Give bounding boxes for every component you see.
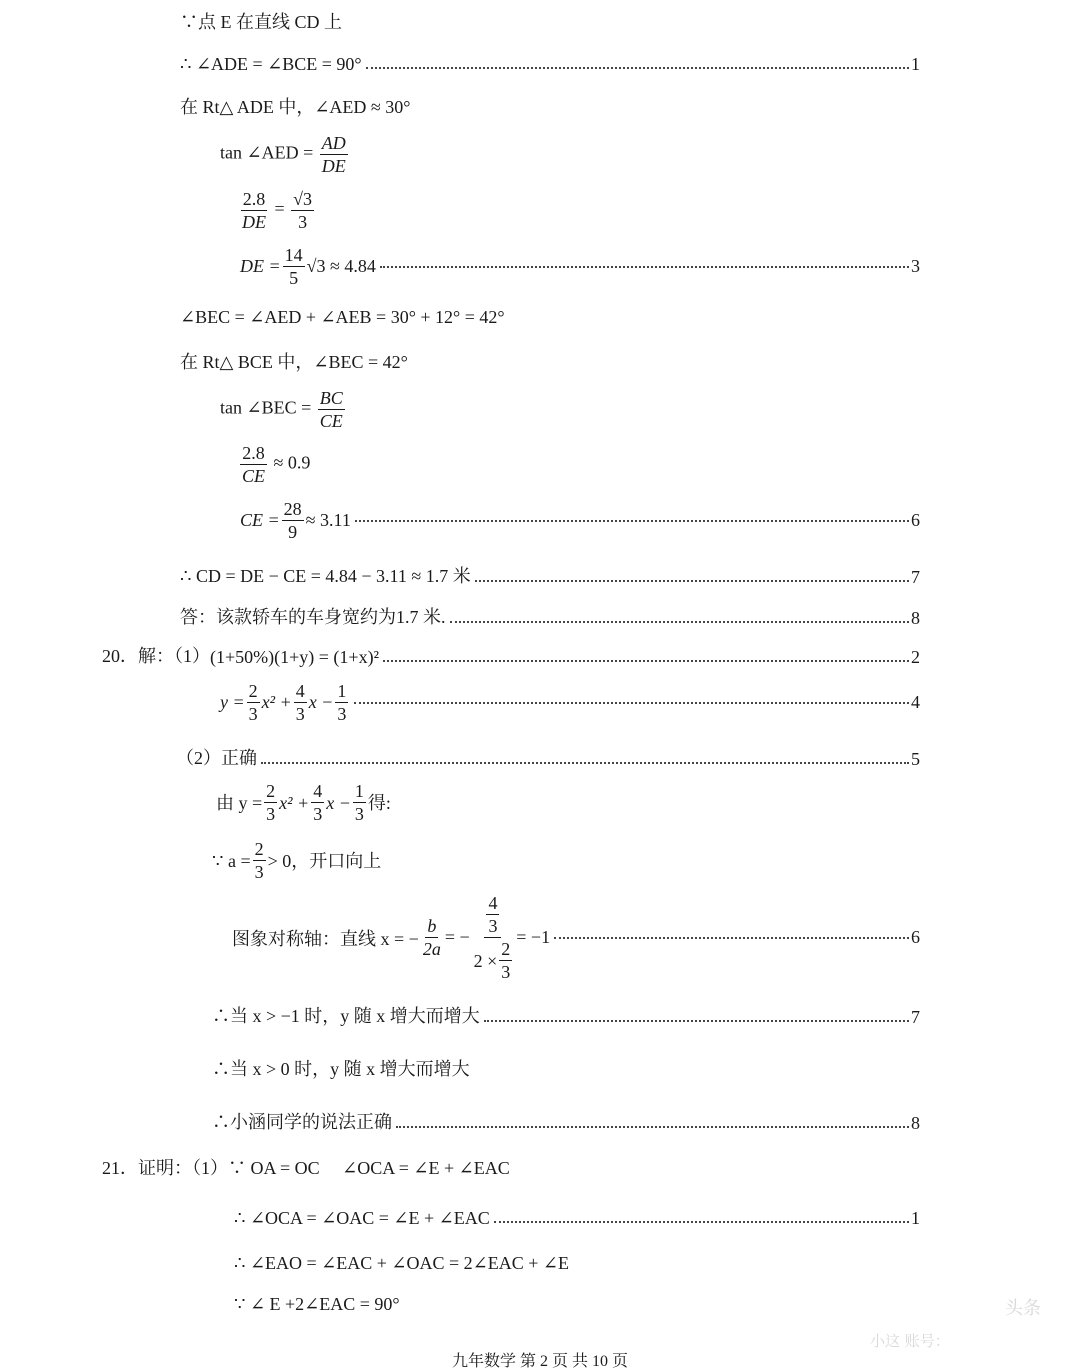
- lhs: ∵ a =: [212, 850, 251, 871]
- score: 1: [911, 54, 920, 74]
- fraction: $\frac{28}{9}$: [283, 499, 302, 542]
- ratio-equation-de: [238, 188, 316, 233]
- lhs: 图象对称轴：直线 x = −: [232, 928, 419, 949]
- score: 1: [911, 1208, 920, 1228]
- score-line: [240, 498, 920, 543]
- watermark-account: 小这 账号：: [870, 1332, 950, 1350]
- leader-dots: [554, 937, 909, 939]
- statement: ∵ ∠ E +2∠EAC = 90°: [234, 1294, 400, 1314]
- lhs: tan ∠AED =: [220, 142, 314, 163]
- tan-bec-equation: [220, 387, 347, 432]
- tan-aed-equation: [220, 132, 350, 177]
- fraction: $\frac{4}{3}$: [295, 681, 305, 724]
- leader-dots: [380, 266, 909, 268]
- rt-triangle-ade: 在 Rt△ ADE 中，∠AED ≈ 30°: [180, 97, 411, 117]
- fraction: $\frac{AD}{DE}$: [321, 133, 346, 176]
- complex-fraction: $\frac{4}{3}$ 2 × $\frac{2}{3}$: [473, 893, 511, 982]
- rhs: = −1: [516, 927, 551, 947]
- score-line: [102, 642, 920, 668]
- score-line: [180, 562, 920, 588]
- statement: ∴小涵同学的说法正确: [212, 1112, 392, 1132]
- part-two: （2）正确: [176, 748, 257, 768]
- rhs: ≈ 0.9: [273, 452, 311, 473]
- rhs: ≈ 3.11: [305, 510, 351, 530]
- rhs: √3 ≈ 4.84: [306, 256, 376, 276]
- score-line: [212, 1002, 920, 1028]
- question-number: 20．解：（1）: [102, 646, 210, 666]
- fraction: $\frac{2}{3}$: [254, 839, 264, 882]
- score: 2: [911, 647, 920, 667]
- lhs: 由 y =: [216, 792, 263, 813]
- score-line: [180, 603, 920, 629]
- score-line: [176, 744, 920, 770]
- score: 8: [911, 608, 920, 628]
- score: 6: [911, 510, 920, 530]
- suffix: 得:: [367, 792, 391, 813]
- equals: = −: [444, 927, 470, 947]
- angle-bec-sum: ∠BEC = ∠AED + ∠AEB = 30° + 12° = 42°: [180, 307, 505, 327]
- page-footer: 九年数学 第 2 页 共 10 页: [451, 1353, 628, 1370]
- fraction: $\frac{1}{3}$: [337, 681, 347, 724]
- fraction: $\frac{2}{3}$: [248, 681, 258, 724]
- lhs: CE =: [240, 510, 280, 530]
- leader-dots: [261, 762, 909, 764]
- fraction: $\frac{4}{3}$: [313, 781, 323, 824]
- term: x² +: [279, 792, 310, 813]
- coefficient-a: [212, 838, 381, 883]
- lhs: DE =: [240, 256, 281, 276]
- equation: (1+50%)(1+y) = (1+x)²: [210, 647, 379, 667]
- from-equation: [216, 780, 391, 825]
- score: 6: [911, 927, 920, 947]
- term: x −: [326, 792, 351, 813]
- score-line: [180, 54, 920, 75]
- conclusion: > 0，开口向上: [267, 850, 382, 871]
- ratio-equation-ce: [238, 442, 310, 487]
- score-line: [240, 244, 920, 289]
- premise-point-e: ∵点 E 在直线 CD 上: [180, 12, 342, 32]
- statement: ∴当 x > −1 时，y 随 x 增大而增大: [212, 1006, 480, 1026]
- term: x −: [308, 692, 334, 712]
- score: 8: [911, 1113, 920, 1133]
- fraction: $\frac{2}{3}$: [266, 781, 276, 824]
- leader-dots: [396, 1126, 909, 1128]
- lhs: tan ∠BEC =: [220, 397, 312, 418]
- fraction: $\frac{b}{2a}$: [422, 916, 441, 959]
- score: 3: [911, 256, 920, 276]
- score-line: [232, 892, 920, 983]
- fraction: $\frac{2.8}{CE}$: [242, 443, 266, 486]
- leader-dots: [355, 520, 909, 522]
- answer: 答：该款轿车的车身宽约为1.7 米.: [180, 607, 446, 627]
- leader-dots: [366, 67, 909, 69]
- score: 4: [911, 692, 920, 712]
- leader-dots: [354, 702, 909, 704]
- statement: ∴ ∠EAO = ∠EAC + ∠OAC = 2∠EAC + ∠E: [234, 1253, 569, 1273]
- term: x² +: [261, 692, 292, 712]
- lhs: y =: [220, 692, 245, 712]
- score: 5: [911, 749, 920, 769]
- score: 7: [911, 567, 920, 587]
- fraction: $\frac{1}{3}$: [354, 781, 364, 824]
- leader-dots: [450, 621, 910, 623]
- leader-dots: [484, 1020, 909, 1022]
- question-21-head: 21．证明：（1）∵ OA = OC ∠OCA = ∠E + ∠EAC: [102, 1158, 510, 1178]
- statement: ∴ ∠OCA = ∠OAC = ∠E + ∠EAC: [234, 1208, 490, 1228]
- leader-dots: [475, 580, 909, 582]
- score-line: [212, 1108, 920, 1134]
- fraction: $\frac{14}{5}$: [284, 245, 303, 288]
- fraction: $\frac{2.8}{DE}$: [242, 189, 266, 232]
- fraction: $\frac{BC}{CE}$: [319, 388, 343, 431]
- fraction: $\frac{√3}{3}$: [293, 189, 313, 232]
- rt-triangle-bce: 在 Rt△ BCE 中，∠BEC = 42°: [180, 352, 408, 372]
- equals: =: [274, 198, 285, 219]
- statement: ∴ ∠ADE = ∠BCE = 90°: [180, 54, 362, 74]
- score-line: [234, 1208, 920, 1229]
- statement: ∴ CD = DE − CE = 4.84 − 3.11 ≈ 1.7 米: [180, 566, 471, 586]
- leader-dots: [494, 1221, 909, 1223]
- score: 7: [911, 1007, 920, 1027]
- leader-dots: [383, 660, 909, 662]
- statement: ∴当 x > 0 时，y 随 x 增大而增大: [212, 1059, 470, 1079]
- watermark-logo: 头条: [1005, 1298, 1041, 1319]
- score-line: [220, 680, 920, 725]
